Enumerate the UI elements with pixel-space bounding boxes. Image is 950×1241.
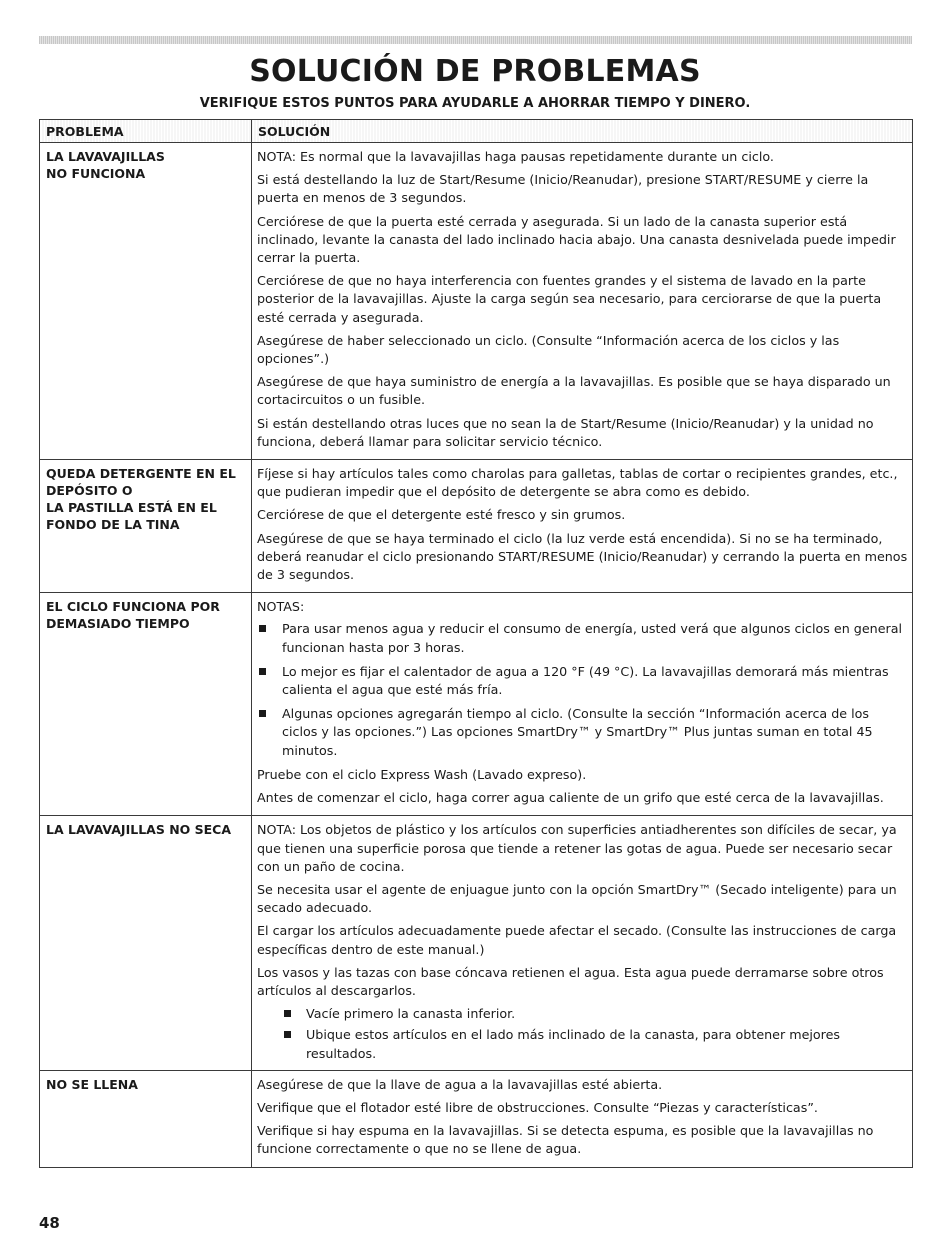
page-number: 48 <box>39 1214 60 1232</box>
solution-paragraph: Asegúrese de que la llave de agua a la lavavajillas esté abierta. <box>257 1076 663 1092</box>
bullet-item: Ubique estos artículos en el lado más inclinado de la canasta, para obtener mejores resultados. <box>257 1026 908 1062</box>
problem-line: QUEDA DETERGENTE EN EL <box>46 466 236 482</box>
solution-paragraph: Verifique que el flotador esté libre de obstrucciones. Consulte “Piezas y características”. <box>257 1099 818 1115</box>
problem-line: FONDO DE LA TINA <box>46 517 180 533</box>
solution-paragraph: Asegúrese de que se haya terminado el ciclo (la luz verde está encendida). Si no se ha terminado, deberá reanudar el ciclo presionando START/RESUME (Inicio/Reanudar) y cerrando la puerta en menos de 3 segundos. <box>257 530 908 583</box>
table-header-row <box>40 120 913 143</box>
table-row <box>40 460 913 593</box>
table-row <box>40 143 913 460</box>
problem-cell <box>40 143 252 460</box>
solution-cell <box>252 460 913 593</box>
header-rule <box>39 36 912 44</box>
table-row <box>40 593 913 816</box>
solution-paragraph: El cargar los artículos adecuadamente puede afectar el secado. (Consulte las instrucciones de carga específicas dentro de este manual.) <box>257 923 897 957</box>
table-row <box>40 816 913 1070</box>
problem-line: LA PASTILLA ESTÁ EN EL <box>46 500 217 516</box>
solution-paragraph: Se necesita usar el agente de enjuague junto con la opción SmartDry™ (Secado inteligente) para un secado adecuado. <box>257 881 897 916</box>
column-header-solucion: SOLUCIÓN <box>252 120 913 143</box>
page-title: SOLUCIÓN DE PROBLEMAS <box>249 54 701 89</box>
solution-cell <box>252 593 913 816</box>
table-row <box>40 1070 913 1167</box>
solution-cell <box>252 143 913 460</box>
bullet-list <box>257 620 908 759</box>
solution-paragraph: NOTA: Es normal que la lavavajillas haga pausas repetidamente durante un ciclo. <box>257 149 774 164</box>
bullet-item: Lo mejor es fijar el calentador de agua a 120 °F (49 °C). La lavavajillas demorará más mientras calienta el agua que esté más fría. <box>257 663 908 699</box>
solution-paragraph: Fíjese si hay artículos tales como charolas para galletas, tablas de cortar o recipientes grandes, etc., que pudieran impedir que el depósito de detergente se abra como es debido. <box>257 466 898 500</box>
solution-paragraph: NOTA: Los objetos de plástico y los artículos con superficies antiadherentes son difíciles de secar, ya que tienen una superficie porosa que tiende a retener las gotas de agua. Puede ser necesario secar con un paño de cocina. <box>257 822 897 874</box>
problem-line: LA LAVAVAJILLAS NO SECA <box>46 822 232 838</box>
bullet-list <box>257 1005 908 1063</box>
solution-paragraph: Asegúrese de que haya suministro de energía a la lavavajillas. Es posible que se haya disparado un cortacircuitos o un fusible. <box>257 374 891 408</box>
solution-paragraph: Si están destellando otras luces que no sean la de Start/Resume (Inicio/Reanudar) y la unidad no funciona, deberá llamar para solicitar servicio técnico. <box>257 415 874 449</box>
notes-heading: NOTAS: <box>257 599 305 615</box>
problem-cell <box>40 1070 252 1167</box>
problem-line: EL CICLO FUNCIONA POR <box>46 599 220 615</box>
solution-paragraph: Cerciórese de que no haya interferencia con fuentes grandes y el sistema de lavado en la parte posterior de la lavavajillas. Ajuste la carga según sea necesario, para cerciorarse de que la puerta esté cerrada y asegurada. <box>257 273 882 325</box>
solution-paragraph: Verifique si hay espuma en la lavavajillas. Si se detecta espuma, es posible que la lavavajillas no funcione correctamente o que no se llene de agua. <box>257 1123 874 1157</box>
problem-cell <box>40 460 252 593</box>
solution-paragraph: Antes de comenzar el ciclo, haga correr agua caliente de un grifo que esté cerca de la lavavajillas. <box>257 790 884 806</box>
problem-line: LA LAVAVAJILLAS <box>46 149 165 164</box>
solution-paragraph: Asegúrese de haber seleccionado un ciclo. (Consulte “Información acerca de los ciclos y las opciones”.) <box>257 332 840 367</box>
problem-line: DEPÓSITO O <box>46 483 133 499</box>
solution-paragraph: Si está destellando la luz de Start/Resume (Inicio/Reanudar), presione START/RESUME y cierre la puerta en menos de 3 segundos. <box>257 172 869 206</box>
solution-cell <box>252 816 913 1070</box>
troubleshooting-table <box>39 119 913 1168</box>
problem-cell <box>40 816 252 1070</box>
solution-cell <box>252 1070 913 1167</box>
page-subtitle: VERIFIQUE ESTOS PUNTOS PARA AYUDARLE A AHORRAR TIEMPO Y DINERO. <box>199 96 751 111</box>
problem-line: NO FUNCIONA <box>46 166 146 181</box>
bullet-item: Algunas opciones agregarán tiempo al ciclo. (Consulte la sección “Información acerca de los ciclos y las opciones.”) Las opciones SmartDry™ y SmartDry™ Plus juntas suman en total 45 minutos. <box>257 705 908 760</box>
problem-line: NO SE LLENA <box>46 1076 138 1092</box>
bullet-item: Para usar menos agua y reducir el consumo de energía, usted verá que algunos ciclos en general funcionan hasta por 3 horas. <box>257 620 908 656</box>
solution-paragraph: Cerciórese de que la puerta esté cerrada y asegurada. Si un lado de la canasta superior está inclinado, levante la canasta del lado inclinado hacia abajo. Una canasta desnivelada puede impedir cerrar la puerta. <box>257 213 896 266</box>
bullet-item: Vacíe primero la canasta inferior. <box>257 1005 908 1023</box>
problem-line: DEMASIADO TIEMPO <box>46 616 190 632</box>
solution-paragraph: Pruebe con el ciclo Express Wash (Lavado expreso). <box>257 766 587 782</box>
column-header-problema: PROBLEMA <box>40 120 252 143</box>
problem-cell <box>40 593 252 816</box>
solution-paragraph: Cerciórese de que el detergente esté fresco y sin grumos. <box>257 507 626 523</box>
solution-paragraph: Los vasos y las tazas con base cóncava retienen el agua. Esta agua puede derramarse sobre otros artículos al descargarlos. <box>257 964 884 998</box>
